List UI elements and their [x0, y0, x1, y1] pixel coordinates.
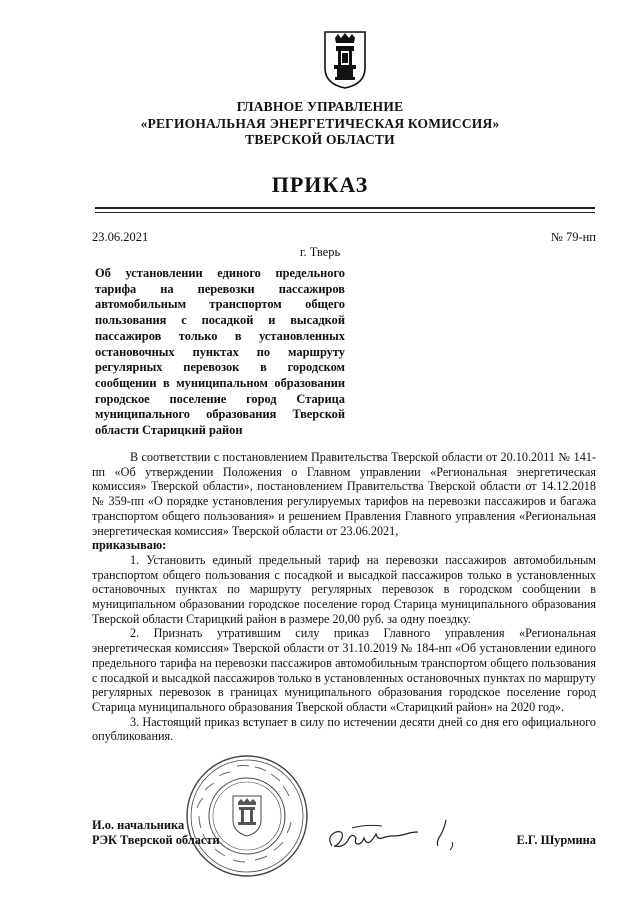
coat-of-arms-emblem	[323, 30, 367, 90]
signer-position-line-1: И.о. начальника	[92, 818, 185, 832]
preamble-paragraph: В соответствии с постановлением Правительства Тверской области от 20.10.2011 № 141-пп «Об утверждении Положения о Главном управлении «Региональная энергетическая комиссия» Тверской области», постановлением Правительства Тверской области от 14.12.2018 № 359-пп «О порядке установления регулируемых тарифов на перевозки пассажиров и багажа транспортом общего пользования» и решением Правления Главного управления «Региональная энергетическая комиссия» Тверской области от 23.06.2021,	[92, 450, 596, 538]
document-body	[92, 450, 596, 744]
document-number: № 79-нп	[550, 230, 596, 244]
document-subject: Об установлении единого предельного тарифа на перевозки пассажиров автомобильным транспортом общего пользования с посадкой и высадкой пассажиров только в установленных остановочных пунктах по маршруту регулярных перевозок в городском сообщении в муниципальном образовании городское поселение город Старица муниципального образования Тверской области Старицкий район	[95, 266, 345, 438]
item-2-paragraph: 2. Признать утратившим силу приказ Главного управления «Региональная энергетическая комиссия» Тверской области от 31.10.2019 № 184-нп «Об установлении единого предельного тарифа на перевозки пассажиров автомобильным транспортом общего пользования с посадкой и высадкой пассажиров только в установленных остановочных пунктах по маршруту регулярных перевозок в границах муниципального образования городское поселение город Старица муниципального образования Тверской области «Старицкий район» на 2020 год».	[92, 626, 596, 714]
order-word: приказываю:	[92, 538, 167, 553]
document-date: 23.06.2021	[92, 230, 149, 244]
header-line-2: «РЕГИОНАЛЬНАЯ ЭНЕРГЕТИЧЕСКАЯ КОМИССИЯ»	[140, 116, 500, 131]
official-seal-stamp	[183, 752, 311, 880]
document-title: ПРИКАЗ	[271, 172, 369, 197]
item-3-paragraph: 3. Настоящий приказ вступает в силу по истечении десяти дней со дня его официального опубликования.	[92, 714, 596, 744]
signer-position-line-2: РЭК Тверской области	[92, 833, 220, 847]
item-1-paragraph: 1. Установить единый предельный тариф на перевозки пассажиров автомобильным транспортом общего пользования с посадкой и высадкой пассажиров только в установленных остановочных пунктах по маршруту регулярных перевозок в городском сообщении в муниципальном образовании городское поселение город Старица муниципального образования Тверской области Старицкий район в размере 20,00 руб. за одну поездку.	[92, 552, 596, 626]
header-line-3: ТВЕРСКОЙ ОБЛАСТИ	[245, 132, 395, 147]
document-city: г. Тверь	[299, 245, 341, 259]
handwritten-signature	[322, 812, 462, 862]
header-divider	[95, 207, 595, 209]
signer-name: Е.Г. Шурмина	[516, 833, 596, 847]
header-line-1: ГЛАВНОЕ УПРАВЛЕНИЕ	[236, 99, 404, 114]
header-divider-thin	[95, 212, 595, 213]
